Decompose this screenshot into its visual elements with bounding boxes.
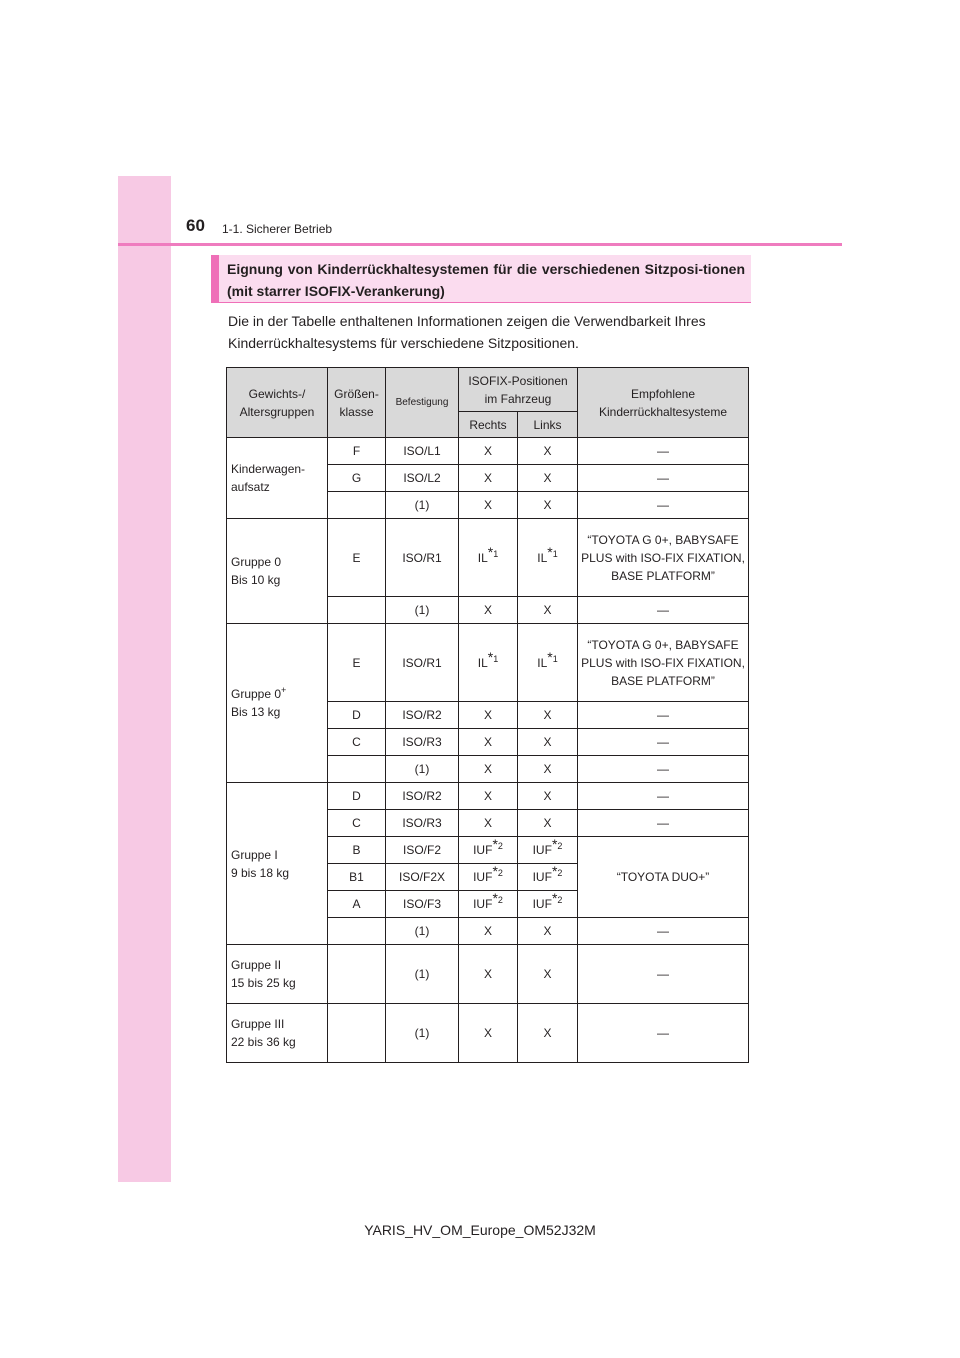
position-left: X bbox=[518, 729, 578, 756]
group-name: Gruppe III bbox=[231, 1017, 285, 1031]
size-class: G bbox=[328, 465, 386, 492]
recommended: “TOYOTA DUO+” bbox=[578, 837, 749, 918]
size-class bbox=[328, 597, 386, 624]
position-left: IUF$^{*2}$ bbox=[518, 891, 578, 918]
fixture: ISO/F2X bbox=[386, 864, 459, 891]
position-right: IUF$^{*2}$ bbox=[459, 837, 518, 864]
position-left: X bbox=[518, 756, 578, 783]
group-weight: Bis 13 kg bbox=[231, 705, 281, 719]
fixture: ISO/F2 bbox=[386, 837, 459, 864]
header-size-class: Größen-klasse bbox=[328, 368, 386, 438]
position-left: X bbox=[518, 945, 578, 1004]
group-weight: 22 bis 36 kg bbox=[231, 1035, 296, 1049]
position-right: IL$^{*1}$ bbox=[459, 624, 518, 702]
recommended: — bbox=[578, 810, 749, 837]
asterisk-icon: * bbox=[547, 543, 553, 560]
isofix-suitability-table bbox=[226, 367, 749, 1063]
position-right: X bbox=[459, 918, 518, 945]
recommended: — bbox=[578, 783, 749, 810]
recommended: — bbox=[578, 756, 749, 783]
size-class bbox=[328, 1004, 386, 1063]
position-right: X bbox=[459, 945, 518, 1004]
position-right: X bbox=[459, 465, 518, 492]
asterisk-icon: * bbox=[492, 863, 498, 879]
position-left: X bbox=[518, 783, 578, 810]
position-left: IL$^{*1}$ bbox=[518, 624, 578, 702]
position-left: IUF$^{*2}$ bbox=[518, 864, 578, 891]
size-class bbox=[328, 918, 386, 945]
fixture: (1) bbox=[386, 945, 459, 1004]
header-fixture: Befestigung bbox=[386, 368, 459, 438]
size-class bbox=[328, 756, 386, 783]
size-class bbox=[328, 945, 386, 1004]
document-footer: YARIS_HV_OM_Europe_OM52J32M bbox=[364, 1222, 596, 1238]
header-right: Rechts bbox=[459, 412, 518, 438]
recommended: — bbox=[578, 702, 749, 729]
size-class: D bbox=[328, 783, 386, 810]
size-class: A bbox=[328, 891, 386, 918]
position-left: X bbox=[518, 597, 578, 624]
position-left: X bbox=[518, 702, 578, 729]
position-left: X bbox=[518, 492, 578, 519]
group-weight: 9 bis 18 kg bbox=[231, 865, 290, 880]
group-name: Gruppe 0 bbox=[231, 555, 282, 569]
position-right: X bbox=[459, 729, 518, 756]
asterisk-icon: * bbox=[551, 890, 558, 906]
position-right: IL$^{*1}$ bbox=[459, 519, 518, 597]
recommended: — bbox=[578, 597, 749, 624]
fixture: ISO/R2 bbox=[386, 702, 459, 729]
header-rule bbox=[118, 243, 842, 246]
recommended: — bbox=[578, 465, 749, 492]
position-right: X bbox=[459, 438, 518, 465]
group-3 bbox=[227, 1004, 328, 1063]
recommended: — bbox=[578, 729, 749, 756]
fixture: (1) bbox=[386, 492, 459, 519]
section-title: 1-1. Sicherer Betrieb bbox=[222, 222, 333, 236]
size-class: C bbox=[328, 810, 386, 837]
group-2 bbox=[227, 945, 328, 1004]
fixture: ISO/L2 bbox=[386, 465, 459, 492]
asterisk-icon: * bbox=[547, 648, 553, 665]
fixture: ISO/R1 bbox=[386, 624, 459, 702]
position-right: X bbox=[459, 702, 518, 729]
fixture: ISO/R3 bbox=[386, 810, 459, 837]
fixture: (1) bbox=[386, 597, 459, 624]
header-isofix-positions: ISOFIX-Positionen im Fahrzeug bbox=[459, 368, 578, 412]
size-class: C bbox=[328, 729, 386, 756]
recommended: — bbox=[578, 438, 749, 465]
asterisk-icon: * bbox=[492, 890, 498, 906]
position-right: X bbox=[459, 597, 518, 624]
intro-paragraph: Die in der Tabelle enthaltenen Informationen zeigen die Verwendbarkeit Ihres Kinderrückhaltesystems für verschiedene Sitzpositionen. bbox=[228, 313, 706, 351]
group-name: Gruppe 0 bbox=[231, 687, 282, 701]
asterisk-icon: * bbox=[551, 836, 558, 852]
size-class: B1 bbox=[328, 864, 386, 891]
group-0 bbox=[227, 519, 328, 624]
size-class: E bbox=[328, 519, 386, 597]
position-right: X bbox=[459, 492, 518, 519]
page-number: 60 bbox=[186, 216, 205, 235]
group-0-plus: Gruppe 0+ Bis 13 kg bbox=[227, 624, 328, 783]
fixture: ISO/R1 bbox=[386, 519, 459, 597]
fixture: ISO/R3 bbox=[386, 729, 459, 756]
position-left: X bbox=[518, 810, 578, 837]
fixture: (1) bbox=[386, 756, 459, 783]
position-right: IUF$^{*2}$ bbox=[459, 891, 518, 918]
fixture: ISO/F3 bbox=[386, 891, 459, 918]
position-left: X bbox=[518, 465, 578, 492]
size-class: D bbox=[328, 702, 386, 729]
fixture: (1) bbox=[386, 1004, 459, 1063]
recommended: — bbox=[578, 1004, 749, 1063]
position-right: X bbox=[459, 810, 518, 837]
fixture: ISO/R2 bbox=[386, 783, 459, 810]
recommended: — bbox=[578, 945, 749, 1004]
asterisk-icon: * bbox=[492, 836, 498, 852]
position-left: IUF$^{*2}$ bbox=[518, 837, 578, 864]
recommended: “TOYOTA G 0+, BABYSAFE PLUS with ISO-FIX FIXATION, BASE PLATFORM” bbox=[578, 624, 749, 702]
recommended: — bbox=[578, 918, 749, 945]
size-class: B bbox=[328, 837, 386, 864]
position-right: X bbox=[459, 1004, 518, 1063]
header-recommended: Empfohlene Kinderrückhaltesysteme bbox=[578, 368, 749, 438]
size-class: F bbox=[328, 438, 386, 465]
asterisk-icon: * bbox=[487, 648, 494, 665]
group-1 bbox=[227, 783, 328, 945]
position-right: IUF$^{*2}$ bbox=[459, 864, 518, 891]
recommended: — bbox=[578, 492, 749, 519]
asterisk-icon: * bbox=[487, 543, 494, 560]
group-name: Gruppe I bbox=[231, 847, 278, 862]
position-left: X bbox=[518, 438, 578, 465]
header-weight-group: Gewichts-/ Altersgruppen bbox=[227, 368, 328, 438]
group-carrycot: Kinderwagen-aufsatz bbox=[227, 438, 328, 519]
position-left: IL$^{*1}$ bbox=[518, 519, 578, 597]
recommended: “TOYOTA G 0+, BABYSAFE PLUS with ISO-FIX FIXATION, BASE PLATFORM” bbox=[578, 519, 749, 597]
position-left: X bbox=[518, 918, 578, 945]
subheading: Eignung von Kinderrückhaltesystemen für die verschiedenen Sitzposi-tionen (mit starrer ISOFIX-Verankerung) bbox=[211, 255, 751, 303]
group-weight: Bis 10 kg bbox=[231, 573, 281, 587]
header-left: Links bbox=[518, 412, 578, 438]
side-tab-band bbox=[118, 176, 171, 1182]
group-weight: 15 bis 25 kg bbox=[231, 976, 296, 990]
position-left: X bbox=[518, 1004, 578, 1063]
size-class bbox=[328, 492, 386, 519]
group-name: Gruppe II bbox=[231, 958, 282, 972]
position-right: X bbox=[459, 756, 518, 783]
fixture: (1) bbox=[386, 918, 459, 945]
position-right: X bbox=[459, 783, 518, 810]
asterisk-icon: * bbox=[551, 863, 558, 879]
size-class: E bbox=[328, 624, 386, 702]
fixture: ISO/L1 bbox=[386, 438, 459, 465]
